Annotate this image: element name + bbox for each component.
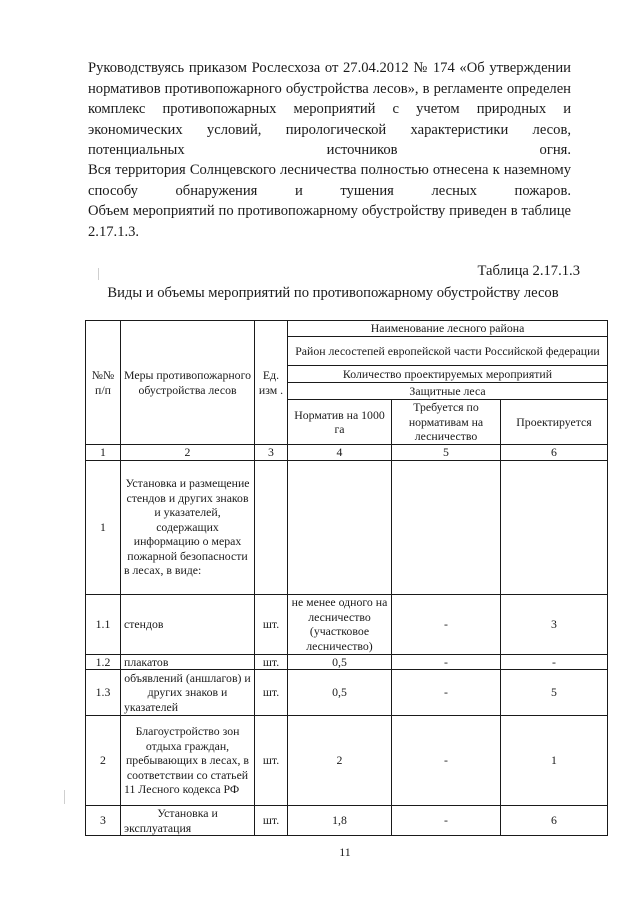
- scope-paragraph: Объем мероприятий по противопожарному обустройству приведен в таблице 2.17.1.3.: [88, 203, 571, 240]
- row-unit: шт.: [255, 716, 288, 806]
- row-required: -: [392, 806, 501, 836]
- table-number-label: Таблица 2.17.1.3: [477, 263, 580, 279]
- row-planned: [501, 460, 608, 594]
- header-required: Требуется по нормативам на лесничество: [392, 400, 501, 445]
- column-number: 3: [255, 445, 288, 461]
- row-planned: 5: [501, 670, 608, 716]
- row-number: 3: [86, 806, 121, 836]
- table-row: [86, 806, 608, 836]
- territory-paragraph: Вся территория Солнцевского лесничества полностью отнесена к наземному способу обнаружения и тушения лесных пожаров.: [88, 162, 571, 199]
- intro-paragraph: Руководствуясь приказом Рослесхоза от 27.04.2012 № 174 «Об утверждении нормативов противопожарного обустройства лесов», в регламенте определен комплекс противопожарных мероприятий с учетом природных и экономических условий, пирологической характеристики лесов, потенциальных источников огня.: [88, 60, 571, 159]
- header-forest-region-name: Наименование лесного района: [288, 321, 608, 337]
- row-norm: 1,8: [288, 806, 392, 836]
- row-required: -: [392, 716, 501, 806]
- row-required: [392, 460, 501, 594]
- column-number-row: [86, 445, 608, 461]
- column-number: 6: [501, 445, 608, 461]
- row-unit: шт.: [255, 670, 288, 716]
- row-number: 2: [86, 716, 121, 806]
- header-measures-cell: Меры противопожарного обустройства лесов: [121, 321, 255, 445]
- table-row: [86, 594, 608, 654]
- row-norm: 2: [288, 716, 392, 806]
- table-row: [86, 670, 608, 716]
- row-planned: 3: [501, 594, 608, 654]
- header-quantity: Количество проектируемых мероприятий: [288, 366, 608, 383]
- row-unit: шт.: [255, 806, 288, 836]
- table-row: [86, 654, 608, 670]
- header-unit-cell: Ед. изм .: [255, 321, 288, 445]
- column-number: 2: [121, 445, 255, 461]
- table-title: Виды и объемы мероприятий по противопожарному обустройству лесов: [107, 285, 559, 301]
- header-forest-type: Защитные леса: [288, 383, 608, 400]
- page-number: 11: [339, 845, 351, 859]
- scan-margin-mark: [98, 268, 99, 280]
- row-required: -: [392, 654, 501, 670]
- column-number: 4: [288, 445, 392, 461]
- row-planned: -: [501, 654, 608, 670]
- row-measure: Установка и эксплуатация: [121, 806, 255, 836]
- row-norm: [288, 460, 392, 594]
- header-planned: Проектируется: [501, 400, 608, 445]
- row-norm: не менее одного на лесничество (участковое лесничество): [288, 594, 392, 654]
- header-number-cell: №№ п/п: [86, 321, 121, 445]
- row-measure: Благоустройство зон отдыха граждан, пребывающих в лесах, в соответствии со статьей 11 Лесного кодекса РФ: [121, 716, 255, 806]
- row-required: -: [392, 594, 501, 654]
- row-measure: объявлений (аншлагов) и других знаков и указателей: [121, 670, 255, 716]
- row-measure: стендов: [121, 594, 255, 654]
- scan-margin-mark: [64, 790, 65, 804]
- row-number: 1: [86, 460, 121, 594]
- row-number: 1.2: [86, 654, 121, 670]
- row-unit: [255, 460, 288, 594]
- row-measure: плакатов: [121, 654, 255, 670]
- row-unit: шт.: [255, 594, 288, 654]
- row-planned: 6: [501, 806, 608, 836]
- table-row: [86, 716, 608, 806]
- row-number: 1.3: [86, 670, 121, 716]
- column-number: 1: [86, 445, 121, 461]
- row-required: -: [392, 670, 501, 716]
- column-number: 5: [392, 445, 501, 461]
- header-norm: Норматив на 1000 га: [288, 400, 392, 445]
- row-planned: 1: [501, 716, 608, 806]
- row-unit: шт.: [255, 654, 288, 670]
- fire-measures-table: [85, 320, 608, 836]
- row-norm: 0,5: [288, 670, 392, 716]
- row-number: 1.1: [86, 594, 121, 654]
- row-norm: 0,5: [288, 654, 392, 670]
- row-measure: Установка и размещение стендов и других знаков и указателей, содержащих информацию о мерах пожарной безопасности в лесах, в виде:: [121, 460, 255, 594]
- table-row: [86, 460, 608, 594]
- header-forest-region: Район лесостепей европейской части Российской федерации: [288, 337, 608, 366]
